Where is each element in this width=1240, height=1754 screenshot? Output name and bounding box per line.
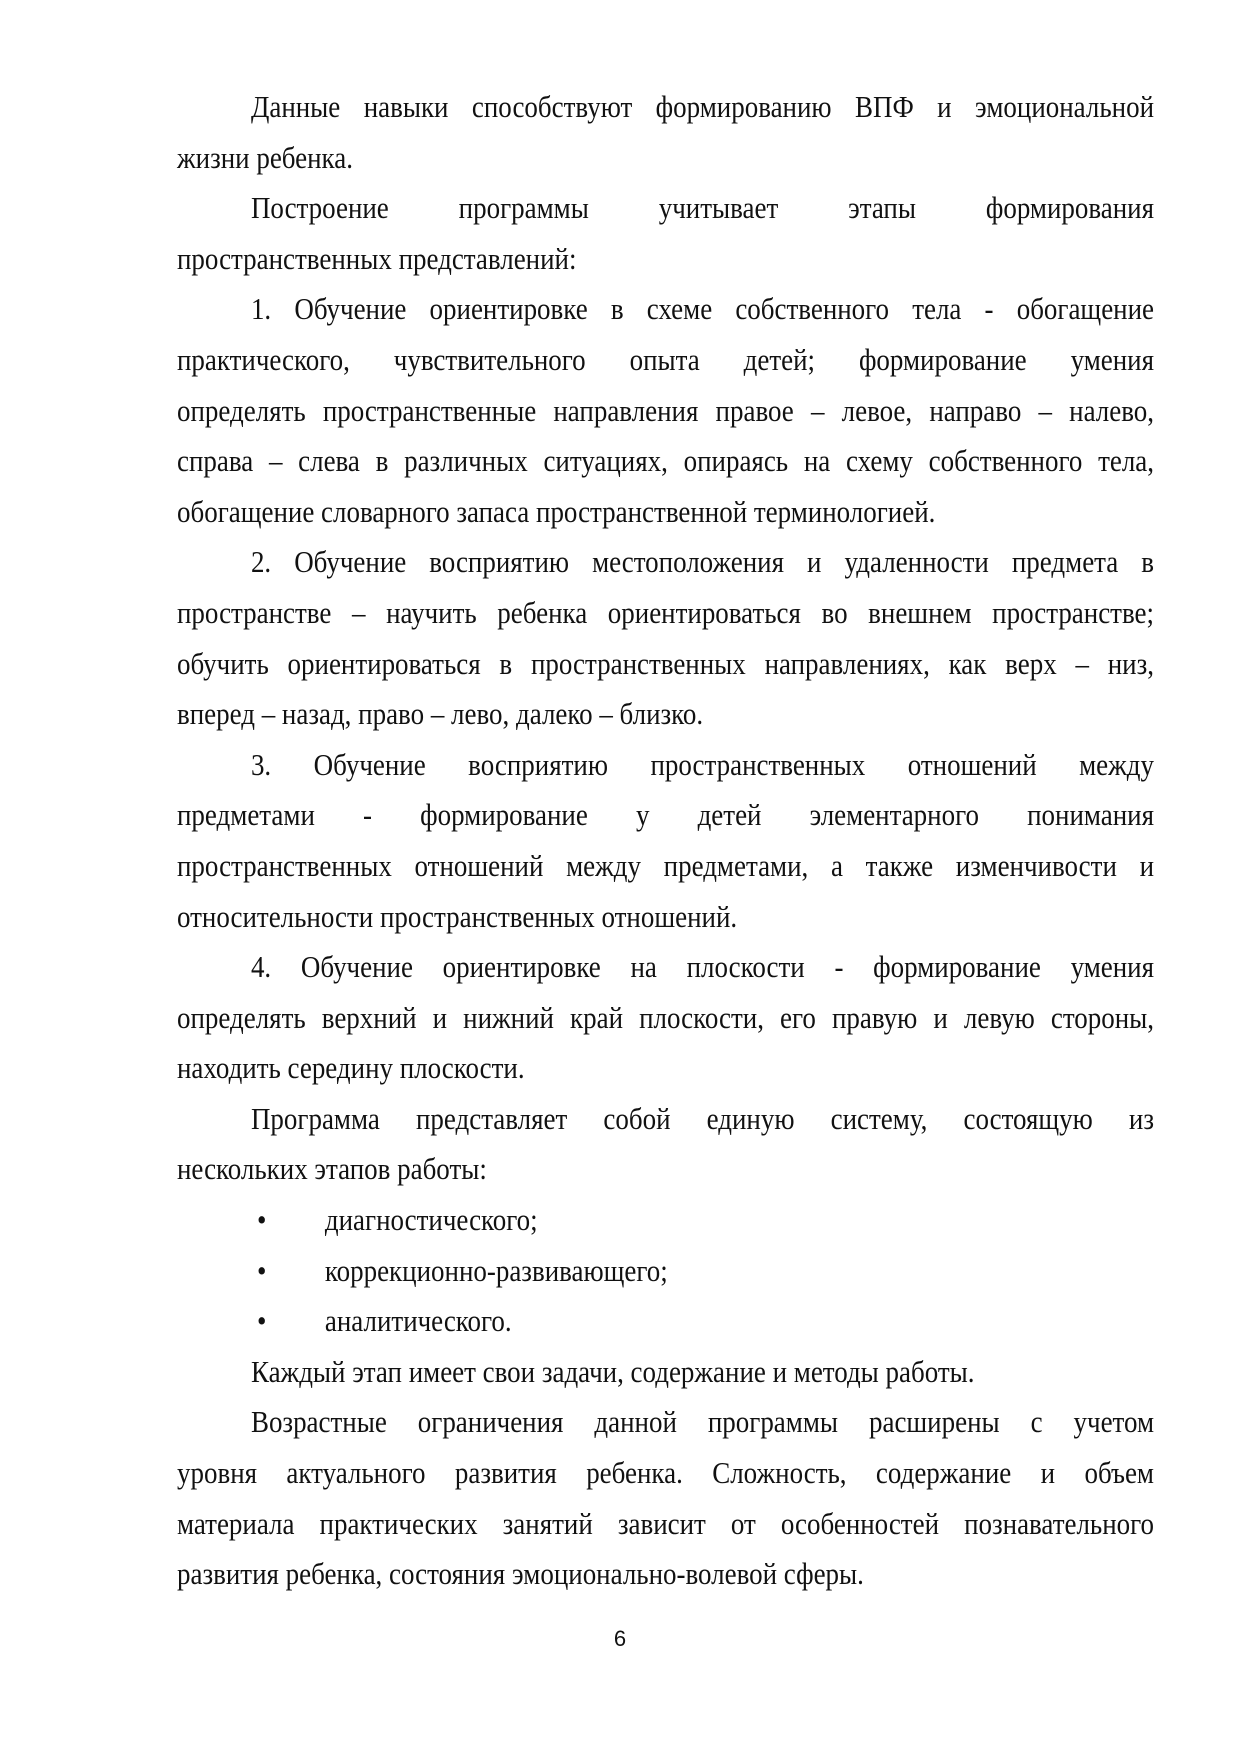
text-line: определять верхний и нижний край плоскости, его правую и левую стороны, <box>177 999 1155 1035</box>
list-item-text: диагностического; <box>324 1202 538 1238</box>
text-line: развития ребенка, состояния эмоционально-волевой сферы. <box>177 1556 864 1592</box>
paragraph <box>177 942 1154 1094</box>
text-line: Каждый этап имеет свои задачи, содержание и методы работы. <box>250 1353 975 1389</box>
text-line: Данные навыки способствуют формированию ВПФ и эмоциональной <box>250 89 1155 124</box>
paragraph <box>177 82 1154 183</box>
paragraph <box>177 1397 1154 1599</box>
bullet-list <box>177 1195 1154 1347</box>
list-item-text: коррекционно-развивающего; <box>324 1252 668 1288</box>
list-item <box>177 1296 1154 1347</box>
paragraph <box>177 537 1154 739</box>
list-item <box>177 1195 1154 1246</box>
text-line: вперед – назад, право – лево, далеко – близко. <box>177 696 704 732</box>
list-item <box>177 1246 1154 1297</box>
page-number: 6 <box>613 1626 627 1651</box>
paragraph <box>177 183 1154 284</box>
paragraph <box>177 284 1154 537</box>
bullet-icon: • <box>257 1252 267 1288</box>
bullet-icon: • <box>257 1303 267 1339</box>
paragraph <box>177 740 1154 942</box>
text-line: материала практических занятий зависит от особенностей познавательного <box>177 1505 1155 1541</box>
text-line: справа – слева в различных ситуациях, опираясь на схему собственного тела, <box>177 443 1155 479</box>
text-line: 2. Обучение восприятию местоположения и удаленности предмета в <box>250 544 1155 580</box>
document-body <box>177 82 1154 1600</box>
text-line: 1. Обучение ориентировке в схеме собственного тела - обогащение <box>250 291 1155 327</box>
text-line: Построение программы учитывает этапы формирования <box>250 190 1155 226</box>
text-line: 4. Обучение ориентировке на плоскости - формирование умения <box>250 949 1155 985</box>
text-line: предметами - формирование у детей элементарного понимания <box>177 797 1155 833</box>
text-line: обогащение словарного запаса пространственной терминологией. <box>177 493 936 529</box>
text-line: 3. Обучение восприятию пространственных отношений между <box>250 746 1155 782</box>
text-line: пространстве – научить ребенка ориентироваться во внешнем пространстве; <box>177 594 1155 630</box>
list-item-text: аналитического. <box>324 1303 512 1339</box>
text-line: практического, чувствительного опыта детей; формирование умения <box>177 341 1155 377</box>
text-line: определять пространственные направления правое – левое, направо – налево, <box>177 392 1155 428</box>
text-line: пространственных отношений между предметами, а также изменчивости и <box>177 847 1155 883</box>
paragraph <box>177 1094 1154 1195</box>
text-line: уровня актуального развития ребенка. Сложность, содержание и объем <box>177 1455 1155 1491</box>
text-line: Возрастные ограничения данной программы расширены с учетом <box>250 1404 1155 1440</box>
bullet-icon: • <box>257 1202 267 1238</box>
text-line: обучить ориентироваться в пространственных направлениях, как верх – низ, <box>177 645 1155 681</box>
text-line: пространственных представлений: <box>177 240 577 276</box>
text-line: находить середину плоскости. <box>177 1050 525 1086</box>
text-line: Программа представляет собой единую систему, состоящую из <box>250 1100 1155 1136</box>
text-line: нескольких этапов работы: <box>177 1151 487 1187</box>
paragraph <box>177 1347 1154 1398</box>
text-line: относительности пространственных отношений. <box>177 898 738 934</box>
text-line: жизни ребенка. <box>177 139 353 175</box>
